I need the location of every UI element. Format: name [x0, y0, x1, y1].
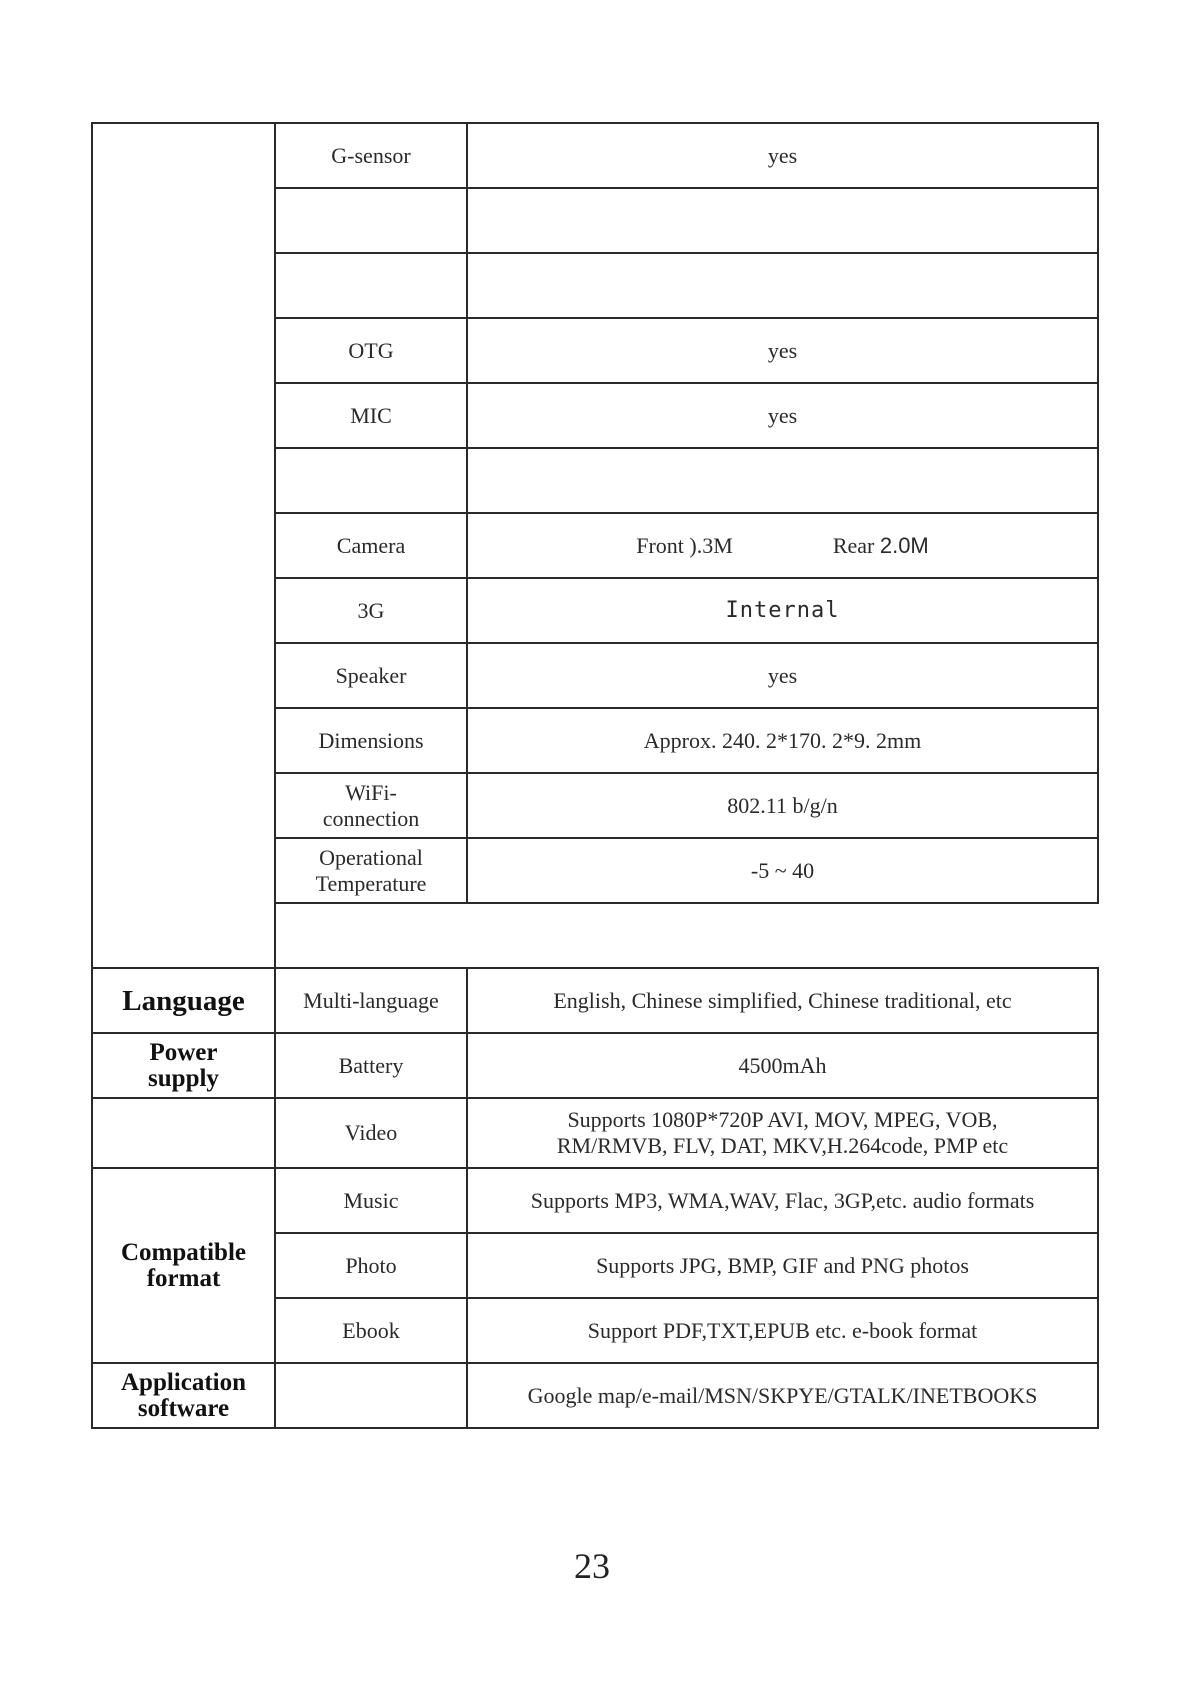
- spec-label-line: Temperature: [315, 870, 427, 896]
- spec-label: Music: [275, 1168, 467, 1233]
- spec-label: G-sensor: [275, 123, 467, 188]
- spec-value: 802.11 b/g/n: [467, 773, 1098, 838]
- spec-label-line: connection: [322, 805, 420, 831]
- spec-label: Dimensions: [275, 708, 467, 773]
- spec-value: Internal: [467, 578, 1098, 643]
- video-value-cell: [467, 1098, 1098, 1168]
- spec-value: yes: [467, 318, 1098, 383]
- camera-front-label: Front: [636, 532, 684, 558]
- camera-rear: [833, 533, 929, 559]
- category-line: Power: [149, 1038, 218, 1066]
- empty-label-cell: [275, 253, 467, 318]
- spec-value: Google map/e-mail/MSN/SKPYE/GTALK/INETBOOKS: [467, 1363, 1098, 1428]
- table-row: [92, 1098, 1098, 1168]
- category-power: [92, 1033, 275, 1098]
- camera-rear-label: Rear: [832, 532, 875, 558]
- empty-category-cell: [92, 1098, 275, 1168]
- spec-value: -5 ~ 40: [467, 838, 1098, 903]
- empty-value-cell: [467, 253, 1098, 318]
- spec-label: [275, 1363, 467, 1428]
- table-row: [92, 1033, 1098, 1098]
- spec-label-line: WiFi-: [345, 779, 397, 805]
- spec-value: English, Chinese simplified, Chinese traditional, etc: [467, 968, 1098, 1033]
- category-compatible: [92, 1168, 275, 1363]
- empty-value-cell: [467, 188, 1098, 253]
- spec-label: Multi-language: [275, 968, 467, 1033]
- category-language: Language: [92, 968, 275, 1033]
- spec-label: 3G: [275, 578, 467, 643]
- camera-value-cell: [467, 513, 1098, 578]
- spec-value: Supports JPG, BMP, GIF and PNG photos: [467, 1233, 1098, 1298]
- table-row: [92, 123, 1098, 188]
- spec-value: 4500mAh: [467, 1033, 1098, 1098]
- category-line: Application: [120, 1368, 247, 1396]
- spec-value: yes: [467, 123, 1098, 188]
- spec-table: [91, 122, 1099, 1429]
- empty-category-cell: [92, 123, 275, 968]
- page-number: 23: [574, 1546, 610, 1586]
- spec-label: Ebook: [275, 1298, 467, 1363]
- spec-value-line: RM/RMVB, FLV, DAT, MKV,H.264code, PMP etc: [556, 1133, 1009, 1158]
- spec-value: Support PDF,TXT,EPUB etc. e-book format: [467, 1298, 1098, 1363]
- spec-label: [275, 773, 467, 838]
- table-row: [92, 1363, 1098, 1428]
- camera-front: [636, 533, 733, 559]
- spec-value: Supports MP3, WMA,WAV, Flac, 3GP,etc. audio formats: [467, 1168, 1098, 1233]
- spec-value-line: Supports 1080P*720P AVI, MOV, MPEG, VOB,: [567, 1107, 998, 1132]
- spec-label: Video: [275, 1098, 467, 1168]
- spec-label: Photo: [275, 1233, 467, 1298]
- category-application: [92, 1363, 275, 1428]
- spec-label: Battery: [275, 1033, 467, 1098]
- camera-front-value: ).3M: [689, 532, 733, 558]
- table-row: [92, 968, 1098, 1033]
- spec-label: [275, 838, 467, 903]
- spec-label: OTG: [275, 318, 467, 383]
- spec-label: Camera: [275, 513, 467, 578]
- spec-label: Speaker: [275, 643, 467, 708]
- empty-label-cell: [275, 188, 467, 253]
- dimensions-value-cell: [467, 708, 1098, 773]
- spec-label-line: Operational: [319, 844, 423, 870]
- dimensions-prefix: Approx.: [643, 727, 717, 753]
- table-row: [92, 1168, 1098, 1233]
- spec-label: MIC: [275, 383, 467, 448]
- spec-value: yes: [467, 383, 1098, 448]
- category-line: software: [137, 1394, 230, 1422]
- category-line: Compatible: [121, 1238, 246, 1266]
- empty-label-cell: [275, 448, 467, 513]
- dimensions-value: 240. 2*170. 2*9. 2mm: [721, 727, 922, 753]
- category-line: format: [146, 1264, 221, 1292]
- spec-value: yes: [467, 643, 1098, 708]
- category-line: supply: [148, 1064, 219, 1092]
- empty-value-cell: [467, 448, 1098, 513]
- camera-rear-value: 2.0M: [879, 532, 929, 558]
